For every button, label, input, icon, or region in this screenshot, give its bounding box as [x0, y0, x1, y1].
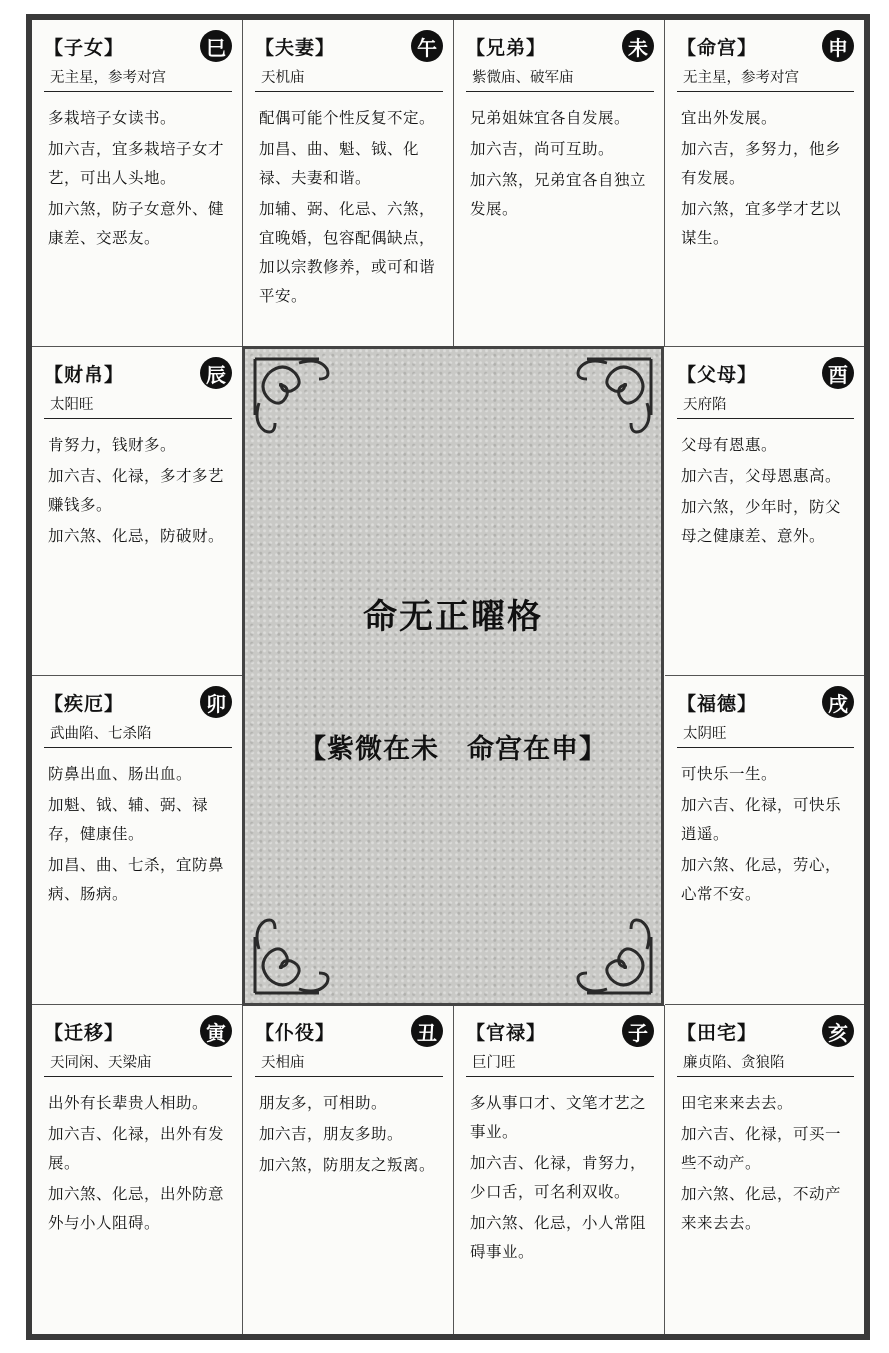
palace-title: 【命宫】 [677, 36, 758, 59]
description-line: 田宅来来去去。 [681, 1094, 794, 1112]
palace-stars: 天同闲、天梁庙 [44, 1049, 232, 1077]
palace-description [681, 1089, 854, 1238]
palace-title: 【仆役】 [255, 1021, 336, 1044]
description-line: 加六煞，少年时，防父母之健康差、意外。 [681, 498, 842, 545]
earthly-branch-badge: 巳 [200, 30, 232, 62]
palace-jie [32, 676, 243, 1005]
palace-title: 【迁移】 [44, 1021, 125, 1044]
palace-caibo [32, 347, 243, 676]
palace-description [681, 104, 854, 253]
palace-description [259, 104, 443, 311]
description-line: 加六煞、化忌，不动产来来去去。 [681, 1185, 842, 1232]
description-line: 朋友多，可相助。 [259, 1094, 388, 1112]
description-line: 加六煞、化忌，劳心，心常不安。 [681, 856, 842, 903]
palace-title: 【福德】 [677, 692, 758, 715]
palace-fumu [665, 347, 864, 676]
chart-subtitle: 【紫微在未 命宫在申】 [299, 734, 607, 765]
description-line: 加六吉，父母恩惠高。 [681, 467, 842, 485]
earthly-branch-badge: 未 [622, 30, 654, 62]
palace-description [681, 760, 854, 909]
palace-stars: 武曲陷、七杀陷 [44, 720, 232, 748]
corner-ornament-bottom-right [561, 913, 657, 999]
palace-title: 【财帛】 [44, 363, 125, 386]
description-line: 配偶可能个性反复不定。 [259, 109, 436, 127]
palace-description [48, 760, 232, 909]
palace-description [48, 431, 232, 551]
description-line: 加六吉、化禄，出外有发展。 [48, 1125, 225, 1172]
description-line: 宜出外发展。 [681, 109, 778, 127]
description-line: 加昌、曲、七杀，宜防鼻病、肠病。 [48, 856, 225, 903]
description-line: 加六吉、化禄，可快乐逍遥。 [681, 796, 842, 843]
palace-guanlu [454, 1005, 665, 1334]
description-line: 多栽培子女读书。 [48, 109, 177, 127]
description-line: 加六吉，多努力，他乡有发展。 [681, 140, 842, 187]
palace-xiongdi [454, 20, 665, 347]
palace-fuqi [243, 20, 454, 347]
earthly-branch-badge: 辰 [200, 357, 232, 389]
description-line: 多从事口才、文笔才艺之事业。 [470, 1094, 647, 1141]
palace-tianzhai [665, 1005, 864, 1334]
palace-description [470, 104, 654, 224]
palace-minggong [665, 20, 864, 347]
palace-stars: 无主星，参考对宫 [44, 64, 232, 92]
corner-ornament-bottom-left [249, 913, 345, 999]
description-line: 加六吉，朋友多助。 [259, 1125, 404, 1143]
palace-qianyi [32, 1005, 243, 1334]
palace-title: 【兄弟】 [466, 36, 547, 59]
description-line: 加六煞、化忌，小人常阻碍事业。 [470, 1214, 647, 1261]
palace-description [470, 1089, 654, 1267]
description-line: 加六吉、化禄，肯努力，少口舌，可名利双收。 [470, 1154, 647, 1201]
chart-title: 命无正曜格 [363, 597, 543, 637]
description-line: 加六煞，防子女意外、健康差、交恶友。 [48, 200, 225, 247]
chart-frame [26, 14, 870, 1340]
palace-stars: 天机庙 [255, 64, 443, 92]
palace-stars: 天相庙 [255, 1049, 443, 1077]
palace-stars: 巨门旺 [466, 1049, 654, 1077]
earthly-branch-badge: 寅 [200, 1015, 232, 1047]
corner-ornament-top-right [561, 353, 657, 439]
earthly-branch-badge: 亥 [822, 1015, 854, 1047]
palace-description [48, 1089, 232, 1238]
description-line: 加六吉、化禄，多才多艺赚钱多。 [48, 467, 225, 514]
palace-stars: 太阳旺 [44, 391, 232, 419]
description-line: 出外有长辈贵人相助。 [48, 1094, 209, 1112]
description-line: 加六吉，宜多栽培子女才艺，可出人头地。 [48, 140, 225, 187]
description-line: 加六煞、化忌，出外防意外与小人阻碍。 [48, 1185, 225, 1232]
palace-fude [665, 676, 864, 1005]
palace-puyi [243, 1005, 454, 1334]
description-line: 加六煞、化忌，防破财。 [48, 527, 225, 545]
palace-title: 【夫妻】 [255, 36, 336, 59]
description-line: 加六吉、化禄，可买一些不动产。 [681, 1125, 842, 1172]
earthly-branch-badge: 卯 [200, 686, 232, 718]
description-line: 加六煞，防朋友之叛离。 [259, 1156, 436, 1174]
palace-stars: 无主星，参考对宫 [677, 64, 854, 92]
palace-description [681, 431, 854, 551]
description-line: 加昌、曲、魁、钺、化禄、夫妻和谐。 [259, 140, 420, 187]
corner-ornament-top-left [249, 353, 345, 439]
center-panel [242, 346, 664, 1006]
palace-stars: 紫微庙、破军庙 [466, 64, 654, 92]
earthly-branch-badge: 申 [822, 30, 854, 62]
palace-title: 【官禄】 [466, 1021, 547, 1044]
description-line: 肯努力，钱财多。 [48, 436, 177, 454]
description-line: 加六煞，宜多学才艺以谋生。 [681, 200, 842, 247]
palace-description [259, 1089, 443, 1180]
palace-title: 【父母】 [677, 363, 758, 386]
palace-stars: 天府陷 [677, 391, 854, 419]
palace-title: 【疾厄】 [44, 692, 125, 715]
palace-zinv [32, 20, 243, 347]
earthly-branch-badge: 戌 [822, 686, 854, 718]
description-line: 兄弟姐妹宜各自发展。 [470, 109, 631, 127]
description-line: 加魁、钺、辅、弼、禄存，健康佳。 [48, 796, 209, 843]
palace-title: 【田宅】 [677, 1021, 758, 1044]
earthly-branch-badge: 子 [622, 1015, 654, 1047]
description-line: 父母有恩惠。 [681, 436, 778, 454]
earthly-branch-badge: 酉 [822, 357, 854, 389]
description-line: 防鼻出血、肠出血。 [48, 765, 193, 783]
palace-stars: 太阴旺 [677, 720, 854, 748]
earthly-branch-badge: 午 [411, 30, 443, 62]
earthly-branch-badge: 丑 [411, 1015, 443, 1047]
description-line: 加六煞，兄弟宜各自独立发展。 [470, 171, 647, 218]
description-line: 加六吉，尚可互助。 [470, 140, 615, 158]
description-line: 可快乐一生。 [681, 765, 778, 783]
palace-stars: 廉贞陷、贪狼陷 [677, 1049, 854, 1077]
description-line: 加辅、弼、化忌、六煞，宜晚婚，包容配偶缺点，加以宗教修养，或可和谐平安。 [259, 200, 436, 305]
palace-description [48, 104, 232, 253]
palace-title: 【子女】 [44, 36, 125, 59]
